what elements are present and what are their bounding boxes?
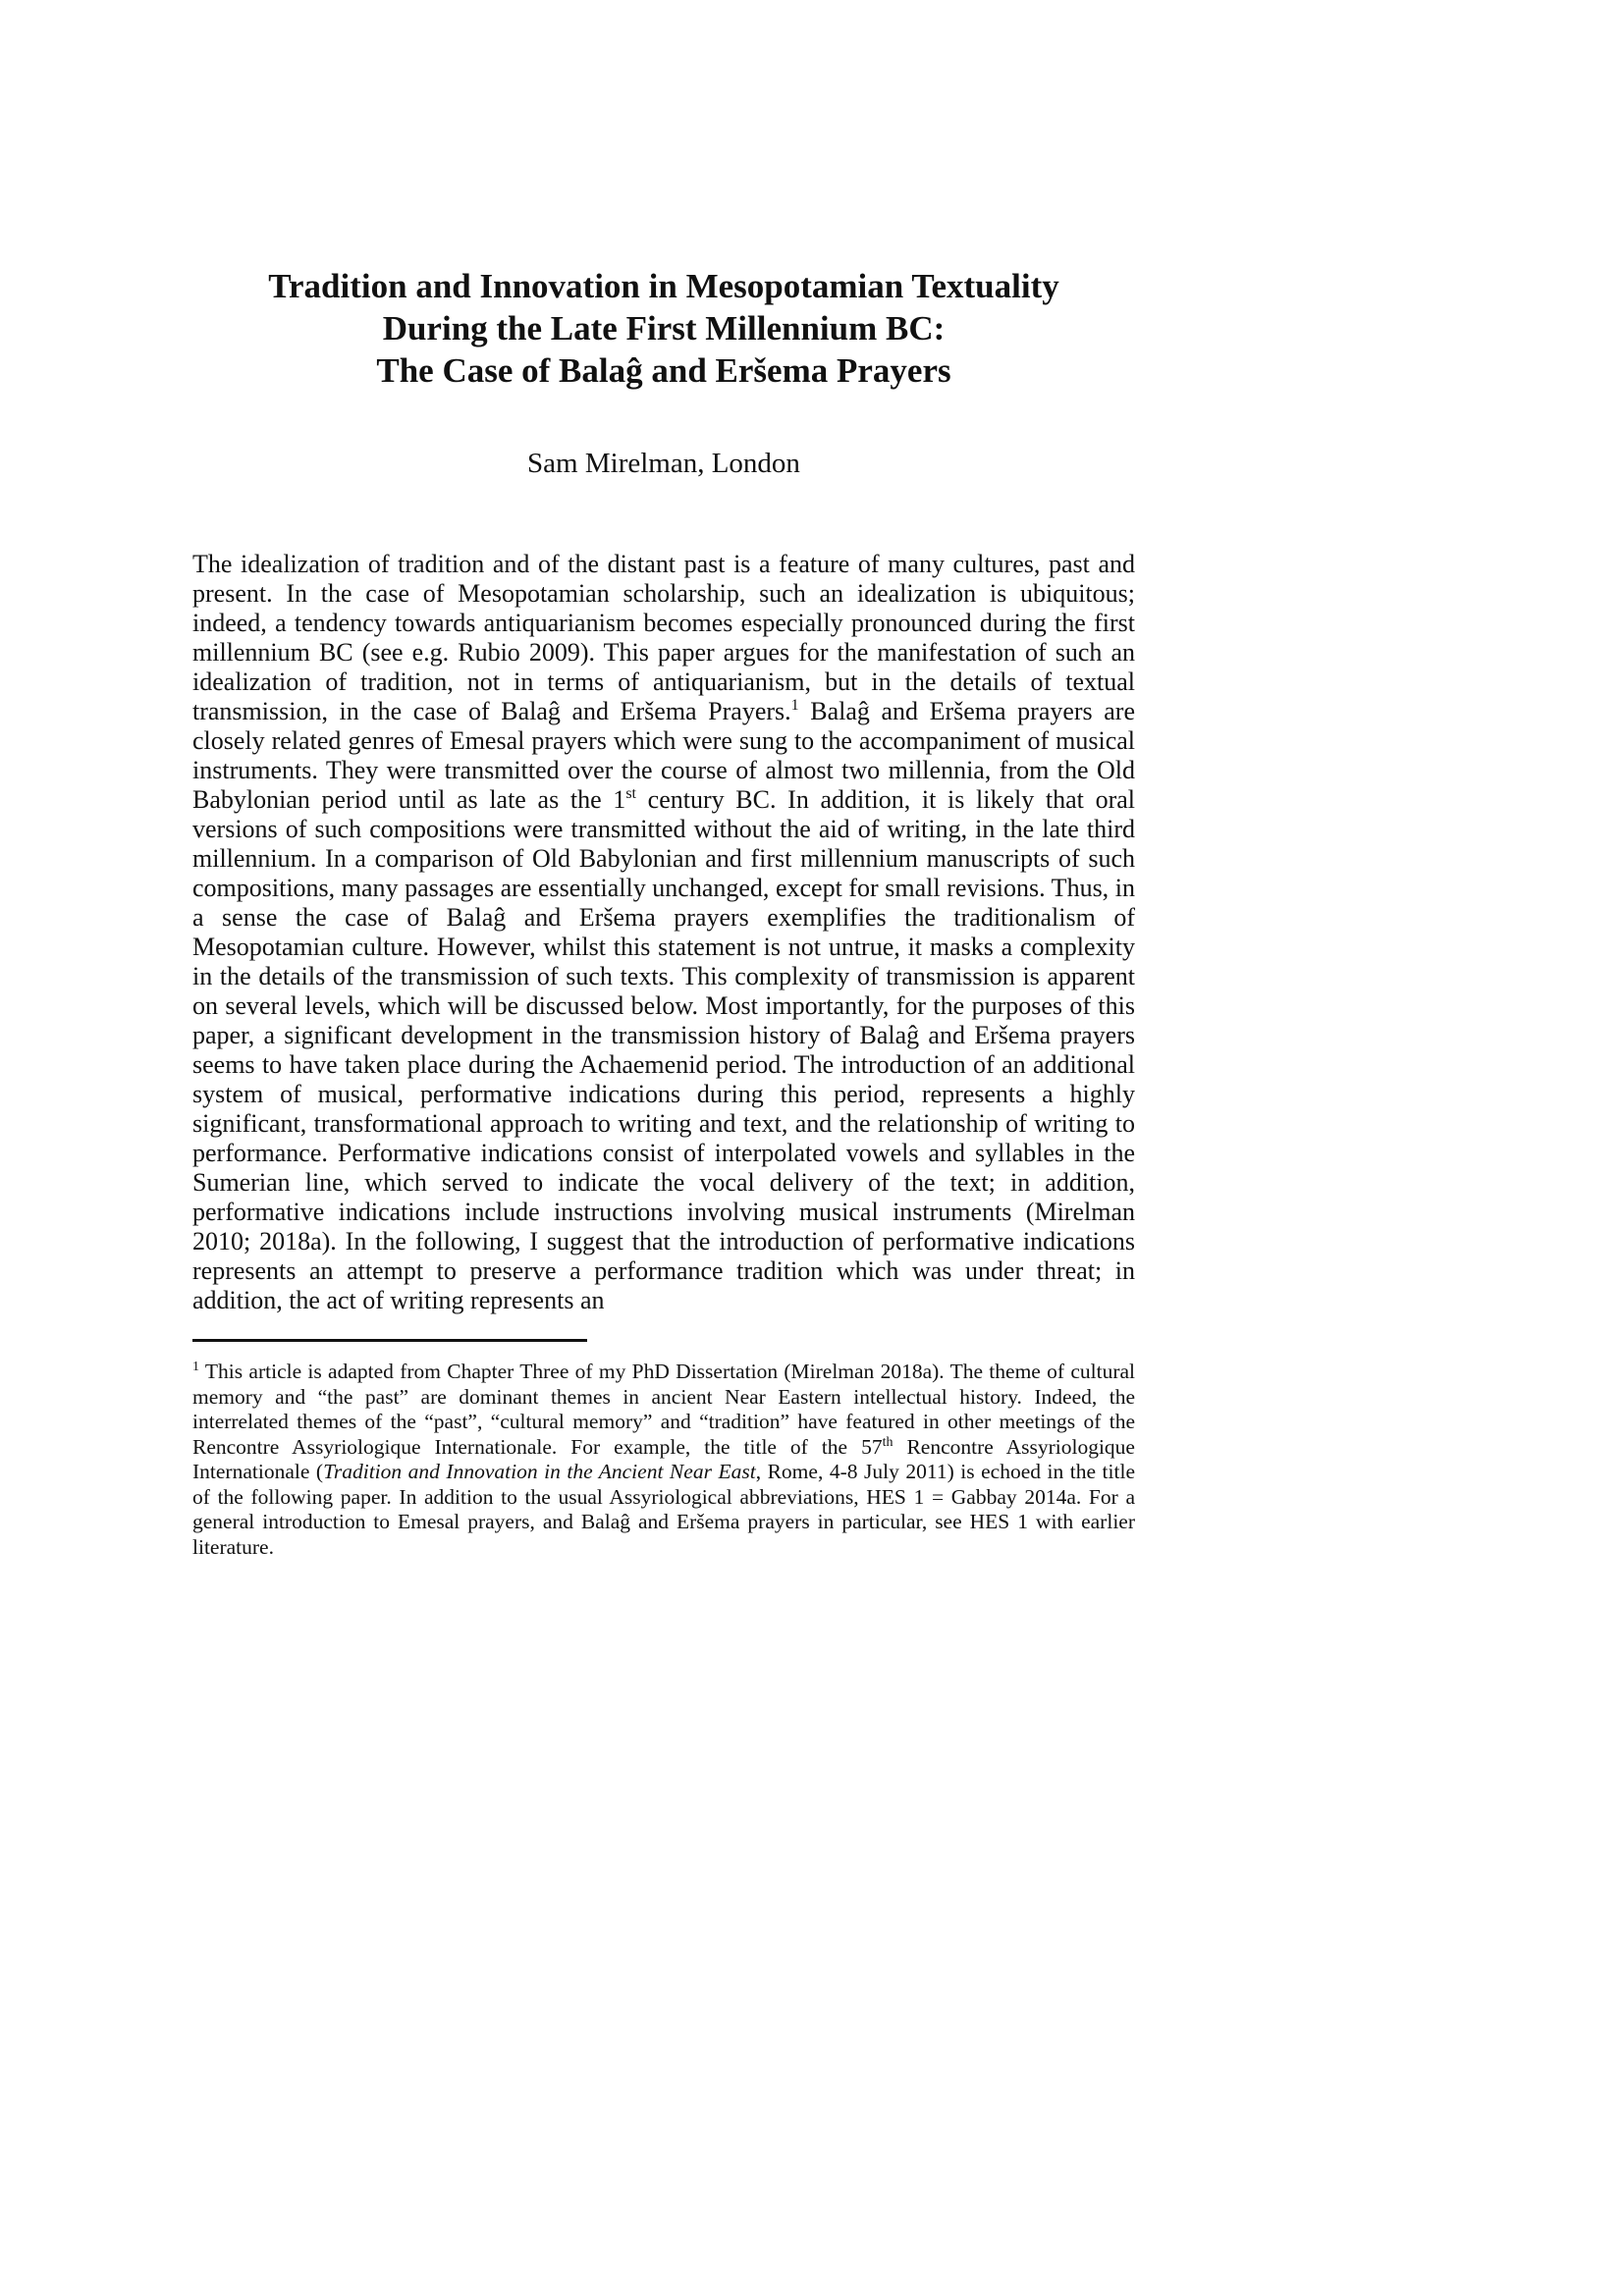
article-title bbox=[192, 265, 1135, 392]
footnote-separator bbox=[192, 1339, 587, 1342]
footnote bbox=[192, 1360, 1135, 1560]
footnote-text-part-3: , Rome, 4-8 July 2011) is echoed in the title of the following paper. In addition to the usual Assyriological abbreviations, HES 1 = Gabbay 2014a. For a general introduction to Emesal prayers, and Balaĝ and Eršema prayers in particular, see HES 1 with earlier literature. bbox=[192, 1460, 1135, 1559]
footnote-text-part-2: Rencontre Assyriologique Internationale ( bbox=[192, 1434, 1135, 1483]
body-text-part-1: The idealization of tradition and of the distant past is a feature of many cultures, past and present. In the case of Mesopotamian scholarship, such an idealization is ubiquitous; indeed, a tendency towards antiquarianism becomes especially pronounced during the first millennium BC (see e.g. Rubio 2009). This paper argues for the manifestation of such an idealization of tradition, not in terms of antiquarianism, but in the details of textual transmission, in the case of Balaĝ and Eršema Prayers. bbox=[192, 550, 1135, 725]
footnote-text-part-1: This article is adapted from Chapter Three of my PhD Dissertation (Mirelman 2018a). The theme of cultural memory and “the past” are dominant themes in ancient Near Eastern intellectual history. Indeed, the interrelated themes of the “past”, “cultural memory” and “tradition” have featured in other meetings of the Rencontre Assyriologique Internationale. For example, the title of the 57 bbox=[192, 1360, 1135, 1459]
article-page bbox=[192, 265, 1135, 1560]
ordinal-superscript: st bbox=[625, 785, 636, 802]
footnote-reference[interactable]: 1 bbox=[790, 697, 799, 714]
title-line-3: The Case of Balaĝ and Eršema Prayers bbox=[376, 351, 951, 390]
body-text-part-3: century BC. In addition, it is likely that oral versions of such compositions were transmitted without the aid of writing, in the late third millennium. In a comparison of Old Babylonian and first millennium manuscripts of such compositions, many passages are essentially unchanged, except for small revisions. Thus, in a sense the case of Balaĝ and Eršema prayers exemplifies the traditionalism of Mesopotamian culture. However, whilst this statement is not untrue, it masks a complexity in the details of the transmission of such texts. This complexity of transmission is apparent on several levels, which will be discussed below. Most importantly, for the purposes of this paper, a significant development in the transmission history of Balaĝ and Eršema prayers seems to have taken place during the Achaemenid period. The introduction of an additional system of musical, performative indications during this period, represents a highly significant, transformational approach to writing and text, and the relationship of writing to performance. Performative indications consist of interpolated vowels and syllables in the Sumerian line, which served to indicate the vocal delivery of the text; in addition, performative indications include instructions involving musical instruments (Mirelman 2010; 2018a). In the following, I suggest that the introduction of performative indications represents an attempt to preserve a performance tradition which was under threat; in addition, the act of writing represents an bbox=[192, 785, 1135, 1314]
body-text bbox=[192, 550, 1135, 1315]
body-paragraph bbox=[192, 550, 1135, 1315]
body-text-part-2: Balaĝ and Eršema prayers are closely related genres of Emesal prayers which were sung to the accompaniment of musical instruments. They were transmitted over the course of almost two millennia, from the Old Babylonian period until as late as the 1 bbox=[192, 697, 1135, 814]
footnote-ordinal-superscript: th bbox=[882, 1434, 893, 1450]
title-line-1: Tradition and Innovation in Mesopotamian Textuality bbox=[268, 267, 1059, 305]
author-line: Sam Mirelman, London bbox=[527, 448, 800, 479]
footnote-mark: 1 bbox=[192, 1360, 199, 1374]
title-line-2: During the Late First Millennium BC: bbox=[382, 309, 946, 347]
footnote-italic-title: Tradition and Innovation in the Ancient Near East bbox=[323, 1460, 756, 1483]
